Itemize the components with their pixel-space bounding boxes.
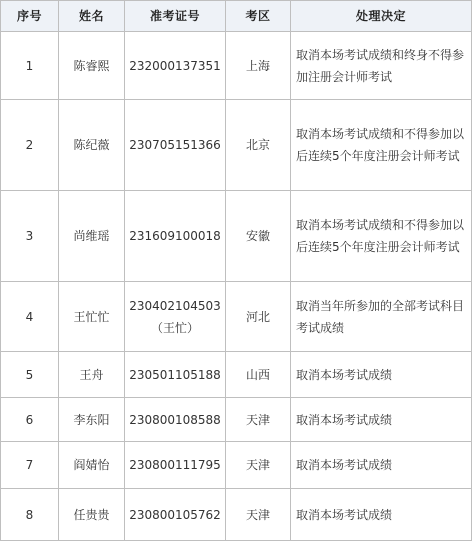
admission-ticket-number: 230402104503 (129, 298, 221, 313)
cell-name: 王忙忙 (59, 282, 125, 352)
table-row (1, 489, 472, 541)
cell-exam-region: 天津 (226, 442, 291, 489)
cell-admission-ticket-number: 230800105762 (125, 489, 226, 541)
header-admission-ticket-number: 准考证号 (125, 1, 226, 32)
table-row (1, 282, 472, 352)
cell-exam-region: 北京 (226, 100, 291, 191)
header-serial-number: 序号 (1, 1, 59, 32)
cell-decision: 取消本场考试成绩 (291, 398, 472, 442)
cell-admission-ticket-number: 230800108588 (125, 398, 226, 442)
cell-serial-number: 5 (1, 352, 59, 398)
cell-name: 王舟 (59, 352, 125, 398)
cell-name: 尚维瑶 (59, 191, 125, 282)
cell-decision: 取消本场考试成绩和不得参加以后连续5个年度注册会计师考试 (291, 100, 472, 191)
cell-serial-number: 1 (1, 32, 59, 100)
cell-admission-ticket-number: 232000137351 (125, 32, 226, 100)
header-name: 姓名 (59, 1, 125, 32)
cell-admission-ticket-number (125, 282, 226, 352)
cell-decision: 取消本场考试成绩 (291, 489, 472, 541)
cell-admission-ticket-number: 231609100018 (125, 191, 226, 282)
cell-exam-region: 河北 (226, 282, 291, 352)
cell-name: 阎婧怡 (59, 442, 125, 489)
cell-exam-region: 天津 (226, 489, 291, 541)
cell-admission-ticket-number: 230705151366 (125, 100, 226, 191)
cell-serial-number: 2 (1, 100, 59, 191)
header-decision: 处理决定 (291, 1, 472, 32)
cell-serial-number: 8 (1, 489, 59, 541)
cell-name: 陈睿熙 (59, 32, 125, 100)
cell-name: 陈纪薇 (59, 100, 125, 191)
cell-decision: 取消本场考试成绩和终身不得参加注册会计师考试 (291, 32, 472, 100)
cell-exam-region: 山西 (226, 352, 291, 398)
cell-decision: 取消本场考试成绩 (291, 352, 472, 398)
table-header-row (1, 1, 472, 32)
cell-serial-number: 3 (1, 191, 59, 282)
cell-decision: 取消本场考试成绩和不得参加以后连续5个年度注册会计师考试 (291, 191, 472, 282)
table-row (1, 191, 472, 282)
cell-admission-ticket-number: 230501105188 (125, 352, 226, 398)
table-row (1, 398, 472, 442)
cell-decision: 取消当年所参加的全部考试科目考试成绩 (291, 282, 472, 352)
cell-exam-region: 安徽 (226, 191, 291, 282)
cell-name: 任贵贵 (59, 489, 125, 541)
cell-decision: 取消本场考试成绩 (291, 442, 472, 489)
cell-name: 李东阳 (59, 398, 125, 442)
cell-exam-region: 上海 (226, 32, 291, 100)
table-row (1, 442, 472, 489)
cell-serial-number: 7 (1, 442, 59, 489)
admission-ticket-note: （王忙） (150, 320, 199, 335)
cell-serial-number: 6 (1, 398, 59, 442)
table-row (1, 100, 472, 191)
cell-admission-ticket-number: 230800111795 (125, 442, 226, 489)
table-row (1, 352, 472, 398)
header-exam-region: 考区 (226, 1, 291, 32)
cell-exam-region: 天津 (226, 398, 291, 442)
cell-serial-number: 4 (1, 282, 59, 352)
table-row (1, 32, 472, 100)
